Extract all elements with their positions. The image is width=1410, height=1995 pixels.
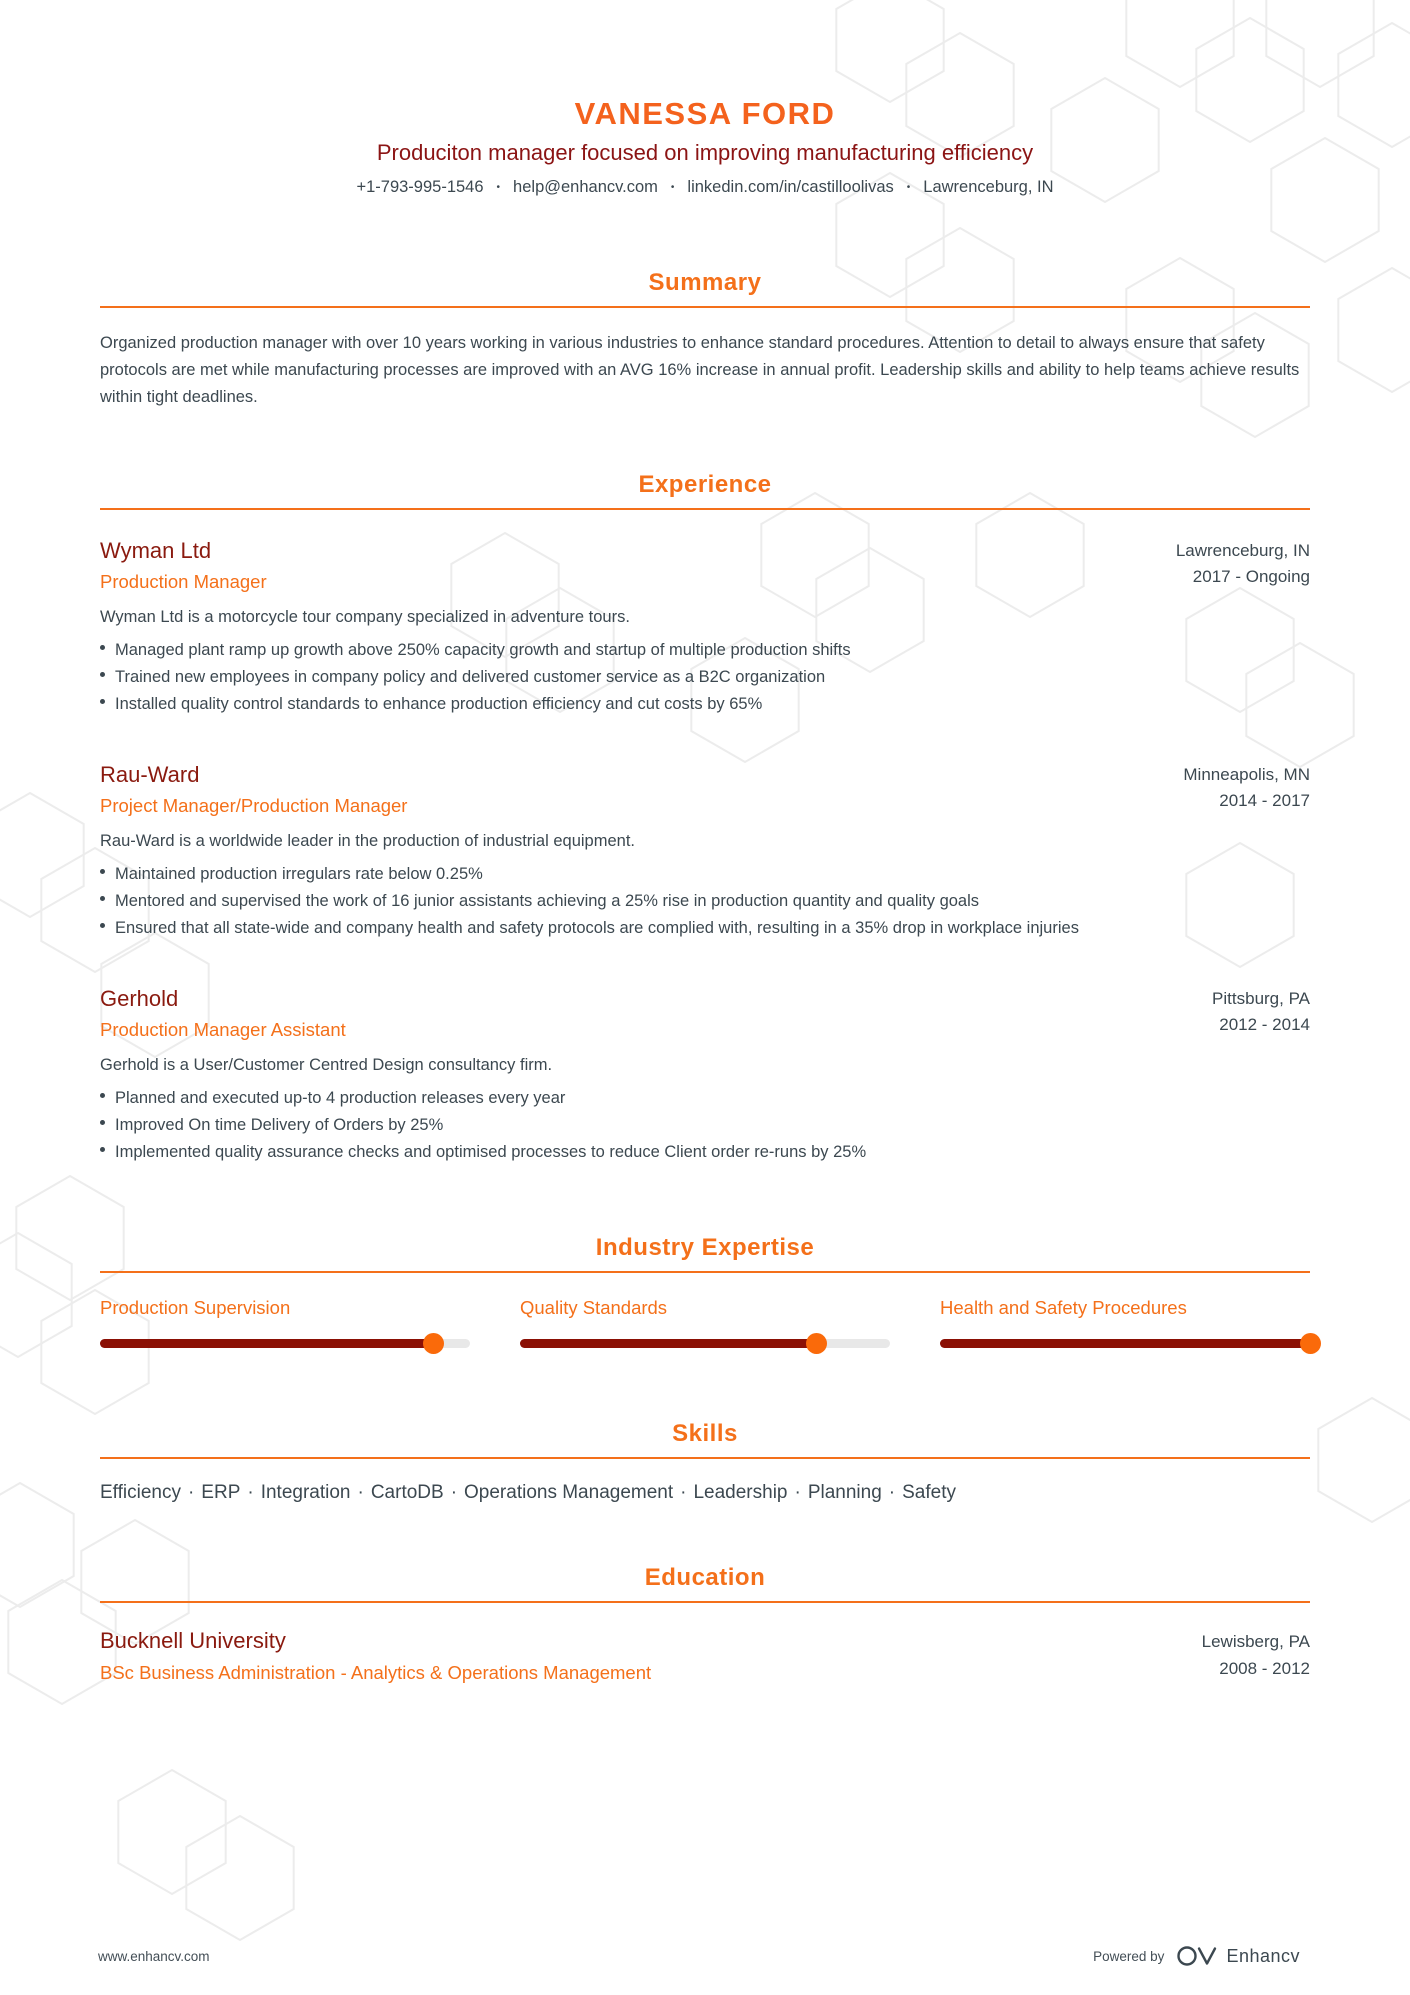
skill-separator-icon: · (450, 1482, 458, 1503)
slider-fill (520, 1339, 816, 1348)
powered-by-lockup (1093, 1943, 1300, 1969)
contact-row (100, 178, 1310, 197)
skill-separator-icon: · (187, 1482, 195, 1503)
job-dates: 2014 - 2017 (1219, 791, 1310, 810)
expertise-slider (520, 1332, 890, 1354)
page-footer (98, 1943, 1300, 1969)
job-bullets (100, 637, 1310, 718)
job-bullets (100, 1085, 1310, 1166)
skills-list (100, 1482, 1310, 1504)
job-dates: 2017 - Ongoing (1192, 567, 1310, 586)
expertise-label: Health and Safety Procedures (940, 1297, 1187, 1318)
skill-item: CartoDB (370, 1482, 444, 1503)
resume-header (100, 0, 1310, 197)
enhancv-logo-icon (1176, 1943, 1218, 1969)
website-link[interactable]: www.enhancv.com (98, 1948, 210, 1964)
bullet-dot-icon (100, 923, 105, 928)
job-title: Project Manager/Production Manager (100, 795, 408, 816)
job-dates: 2012 - 2014 (1219, 1015, 1310, 1034)
company-name: Wyman Ltd (100, 538, 212, 563)
bullet-dot-icon (100, 1147, 105, 1152)
expertise-item (100, 1297, 470, 1354)
skill-item: Safety (902, 1482, 956, 1503)
job-header (100, 762, 1310, 817)
education-heading: Education (644, 1564, 766, 1591)
education-section (100, 1564, 1310, 1684)
expertise-label: Quality Standards (520, 1297, 668, 1318)
expertise-slider (100, 1332, 470, 1354)
phone-number: +1-793-995-1546 (356, 178, 484, 196)
enhancv-brand[interactable] (1176, 1943, 1300, 1969)
section-divider (100, 1601, 1310, 1603)
education-dates: 2008 - 2012 (1219, 1659, 1310, 1678)
job-location: Lawrenceburg, IN (1175, 541, 1310, 560)
contact-separator-icon: • (496, 182, 501, 193)
section-divider (100, 1457, 1310, 1459)
bullet-dot-icon (100, 1120, 105, 1125)
job-entry (100, 986, 1310, 1166)
slider-fill (940, 1339, 1310, 1348)
slider-fill (100, 1339, 433, 1348)
bullet-dot-icon (100, 672, 105, 677)
expertise-item (940, 1297, 1310, 1354)
company-name: Rau-Ward (100, 762, 200, 787)
expertise-label: Production Supervision (100, 1297, 291, 1318)
job-header (100, 538, 1310, 593)
company-description: Gerhold is a User/Customer Centred Design consultancy firm. (100, 1056, 553, 1074)
skill-separator-icon: · (888, 1482, 896, 1503)
bullet-dot-icon (100, 896, 105, 901)
skills-heading: Skills (672, 1420, 738, 1447)
skill-item: Integration (260, 1482, 351, 1503)
section-divider (100, 306, 1310, 308)
skill-item: Efficiency (100, 1482, 181, 1503)
powered-by-label: Powered by (1093, 1948, 1165, 1964)
company-description: Rau-Ward is a worldwide leader in the production of industrial equipment. (100, 832, 636, 850)
expertise-slider (940, 1332, 1310, 1354)
skill-item: Leadership (693, 1482, 788, 1503)
job-bullet: Installed quality control standards to enhance production efficiency and cut costs by 65% (100, 691, 1310, 718)
candidate-name: VANESSA FORD (574, 96, 836, 131)
summary-section (100, 269, 1310, 411)
job-bullets (100, 861, 1310, 942)
bullet-dot-icon (100, 699, 105, 704)
skill-separator-icon: · (247, 1482, 254, 1503)
job-header (100, 986, 1310, 1041)
skill-separator-icon: · (794, 1482, 801, 1503)
bullet-dot-icon (100, 645, 105, 650)
company-description: Wyman Ltd is a motorcycle tour company specialized in adventure tours. (100, 608, 630, 626)
job-bullet: Managed plant ramp up growth above 250% capacity growth and startup of multiple production shifts (100, 637, 1310, 664)
industry-expertise-section (100, 1234, 1310, 1354)
section-divider (100, 1271, 1310, 1273)
bullet-dot-icon (100, 1093, 105, 1098)
skill-separator-icon: · (357, 1482, 364, 1503)
expertise-item (520, 1297, 890, 1354)
slider-knob (423, 1333, 444, 1354)
slider-knob (1300, 1333, 1321, 1354)
school-location: Lewisberg, PA (1201, 1632, 1310, 1651)
education-entry (100, 1628, 1310, 1684)
slider-knob (806, 1333, 827, 1354)
job-location: Minneapolis, MN (1183, 765, 1310, 784)
summary-heading: Summary (648, 269, 762, 296)
job-bullet: Maintained production irregulars rate below 0.25% (100, 861, 1310, 888)
expertise-grid (100, 1297, 1310, 1354)
candidate-location: Lawrenceburg, IN (923, 178, 1054, 196)
skill-item: Operations Management (464, 1482, 674, 1503)
candidate-tagline: Produciton manager focused on improving manufacturing efficiency (376, 140, 1034, 165)
contact-separator-icon: • (670, 182, 675, 193)
experience-section (100, 471, 1310, 1166)
experience-heading: Experience (638, 471, 772, 498)
section-divider (100, 508, 1310, 510)
job-title: Production Manager (100, 571, 267, 592)
job-bullet: Implemented quality assurance checks and optimised processes to reduce Client order re-runs by 25% (100, 1139, 1310, 1166)
skills-section (100, 1420, 1310, 1504)
industry-expertise-heading: Industry Expertise (595, 1234, 815, 1261)
company-name: Gerhold (100, 986, 179, 1011)
school-name: Bucknell University (100, 1628, 286, 1653)
enhancv-wordmark: Enhancv (1226, 1945, 1300, 1966)
job-location: Pittsburg, PA (1212, 989, 1310, 1008)
job-entry (100, 538, 1310, 718)
job-bullet: Planned and executed up-to 4 production releases every year (100, 1085, 1310, 1112)
job-bullet: Mentored and supervised the work of 16 junior assistants achieving a 25% rise in production quantity and quality goals (100, 888, 1310, 915)
skill-item: ERP (201, 1482, 241, 1503)
summary-text: Organized production manager with over 10 years working in various industries to enhance standard procedures. Attention to detail to always ensure that safety protocols are met while manufacturing processes are improved with an AVG 16% increase in annual profit. Leadership skills and ability to help teams achieve results within tight deadlines. (100, 334, 1300, 406)
job-bullet: Ensured that all state-wide and company health and safety protocols are complied with, resulting in a 35% drop in workplace injuries (100, 915, 1310, 942)
job-entry (100, 762, 1310, 942)
job-bullet: Improved On time Delivery of Orders by 25% (100, 1112, 1310, 1139)
job-title: Production Manager Assistant (100, 1019, 346, 1040)
job-bullet: Trained new employees in company policy and delivered customer service as a B2C organization (100, 664, 1310, 691)
skill-item: Planning (807, 1482, 882, 1503)
contact-separator-icon: • (906, 182, 911, 193)
skill-separator-icon: · (680, 1482, 687, 1503)
degree-name: BSc Business Administration - Analytics & Operations Management (100, 1662, 652, 1683)
email-link[interactable]: help@enhancv.com (513, 178, 658, 196)
bullet-dot-icon (100, 869, 105, 874)
linkedin-link[interactable]: linkedin.com/in/castilloolivas (687, 178, 894, 196)
